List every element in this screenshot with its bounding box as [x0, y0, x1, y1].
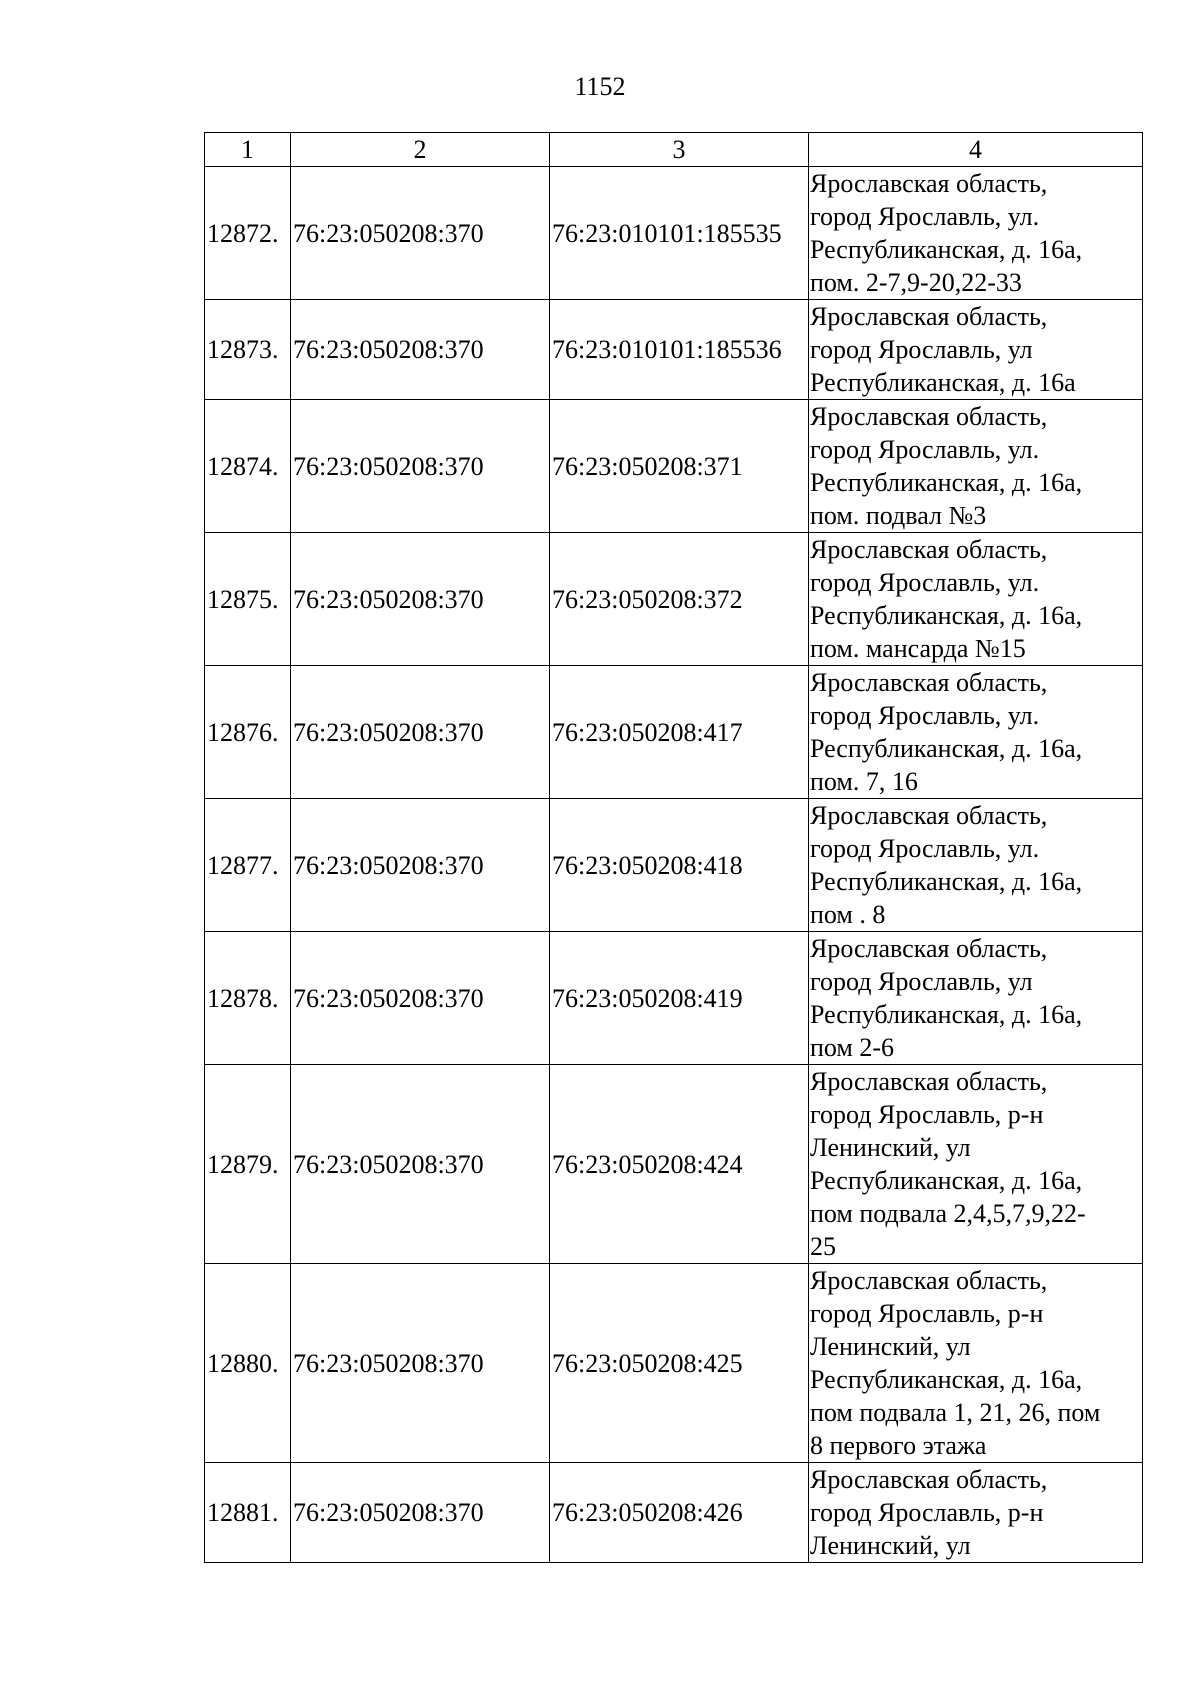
cadastral-number-parent: 76:23:050208:370 — [291, 167, 550, 300]
cadastral-number-parent: 76:23:050208:370 — [291, 400, 550, 533]
address-line: Ярославская область, — [810, 1266, 1048, 1295]
address-cell — [809, 932, 1143, 1065]
address-cell — [809, 666, 1143, 799]
table-row — [205, 1264, 1143, 1463]
cadastral-number-parent: 76:23:050208:370 — [291, 932, 550, 1065]
address-line: 25 — [810, 1232, 836, 1261]
address-cell — [809, 300, 1143, 400]
address-cell — [809, 1463, 1143, 1563]
table-row — [205, 400, 1143, 533]
address-cell — [809, 533, 1143, 666]
cadastral-number: 76:23:050208:426 — [550, 1463, 809, 1563]
address-cell — [809, 799, 1143, 932]
header-cell-1: 1 — [205, 133, 291, 167]
cadastral-number-parent: 76:23:050208:370 — [291, 799, 550, 932]
row-number: 12874. — [205, 400, 291, 533]
address-line: Ярославская область, — [810, 302, 1048, 331]
address-line: пом подвала 2,4,5,7,9,22- — [810, 1199, 1086, 1228]
cadastral-number-parent: 76:23:050208:370 — [291, 1065, 550, 1264]
table-row — [205, 533, 1143, 666]
address-line: Ленинский, ул — [810, 1531, 971, 1560]
row-number: 12877. — [205, 799, 291, 932]
address-line: пом . 8 — [810, 900, 886, 929]
cadastral-number: 76:23:010101:185536 — [550, 300, 809, 400]
row-number: 12872. — [205, 167, 291, 300]
address-line: Ленинский, ул — [810, 1133, 971, 1162]
address-line: город Ярославль, ул. — [810, 568, 1040, 597]
row-number: 12876. — [205, 666, 291, 799]
address-line: Ярославская область, — [810, 1067, 1048, 1096]
address-line: город Ярославль, ул — [810, 967, 1033, 996]
cadastral-number: 76:23:050208:372 — [550, 533, 809, 666]
table-row — [205, 300, 1143, 400]
address-line: Ярославская область, — [810, 535, 1048, 564]
address-line: город Ярославль, р-н — [810, 1100, 1044, 1129]
address-cell — [809, 1264, 1143, 1463]
address-cell — [809, 1065, 1143, 1264]
table-row — [205, 932, 1143, 1065]
table-row — [205, 167, 1143, 300]
address-cell — [809, 400, 1143, 533]
address-line: Республиканская, д. 16а, — [810, 1365, 1083, 1394]
address-line: Ярославская область, — [810, 801, 1048, 830]
address-line: пом 2-6 — [810, 1033, 895, 1062]
row-number: 12879. — [205, 1065, 291, 1264]
row-number: 12875. — [205, 533, 291, 666]
address-line: пом подвала 1, 21, 26, пом — [810, 1398, 1101, 1427]
row-number: 12878. — [205, 932, 291, 1065]
cadastral-number: 76:23:050208:425 — [550, 1264, 809, 1463]
address-line: пом. 7, 16 — [810, 767, 918, 796]
address-cell — [809, 167, 1143, 300]
registry-table — [204, 132, 1143, 1563]
table-row — [205, 1463, 1143, 1563]
address-line: Ярославская область, — [810, 169, 1048, 198]
address-line: Республиканская, д. 16а, — [810, 867, 1083, 896]
address-line: город Ярославль, ул. — [810, 435, 1040, 464]
address-line: город Ярославль, р-н — [810, 1498, 1044, 1527]
table-body — [205, 167, 1143, 1563]
address-line: Республиканская, д. 16а — [810, 368, 1076, 397]
row-number: 12880. — [205, 1264, 291, 1463]
cadastral-number: 76:23:050208:419 — [550, 932, 809, 1065]
address-line: Ярославская область, — [810, 1465, 1048, 1494]
cadastral-number-parent: 76:23:050208:370 — [291, 1264, 550, 1463]
cadastral-number-parent: 76:23:050208:370 — [291, 300, 550, 400]
cadastral-number-parent: 76:23:050208:370 — [291, 1463, 550, 1563]
address-line: пом. 2-7,9-20,22-33 — [810, 268, 1022, 297]
row-number: 12873. — [205, 300, 291, 400]
address-line: город Ярославль, ул. — [810, 202, 1040, 231]
address-line: город Ярославль, р-н — [810, 1299, 1044, 1328]
header-cell-3: 3 — [550, 133, 809, 167]
cadastral-number: 76:23:050208:418 — [550, 799, 809, 932]
cadastral-number-parent: 76:23:050208:370 — [291, 666, 550, 799]
address-line: Ярославская область, — [810, 402, 1048, 431]
address-line: пом. подвал №3 — [810, 501, 987, 530]
cadastral-number: 76:23:010101:185535 — [550, 167, 809, 300]
header-row — [205, 133, 1143, 167]
address-line: Республиканская, д. 16а, — [810, 235, 1083, 264]
cadastral-number: 76:23:050208:371 — [550, 400, 809, 533]
address-line: Республиканская, д. 16а, — [810, 468, 1083, 497]
cadastral-number: 76:23:050208:424 — [550, 1065, 809, 1264]
address-line: Республиканская, д. 16а, — [810, 734, 1083, 763]
cadastral-number: 76:23:050208:417 — [550, 666, 809, 799]
header-cell-4: 4 — [809, 133, 1143, 167]
address-line: Ярославская область, — [810, 668, 1048, 697]
address-line: Республиканская, д. 16а, — [810, 1166, 1083, 1195]
address-line: Республиканская, д. 16а, — [810, 601, 1083, 630]
table-row — [205, 1065, 1143, 1264]
table-row — [205, 799, 1143, 932]
address-line: Ленинский, ул — [810, 1332, 971, 1361]
address-line: город Ярославль, ул. — [810, 701, 1040, 730]
address-line: город Ярославль, ул — [810, 335, 1033, 364]
table-row — [205, 666, 1143, 799]
page-number: 1152 — [574, 72, 626, 101]
row-number: 12881. — [205, 1463, 291, 1563]
address-line: город Ярославль, ул. — [810, 834, 1040, 863]
header-cell-2: 2 — [291, 133, 550, 167]
address-line: Ярославская область, — [810, 934, 1048, 963]
address-line: 8 первого этажа — [810, 1431, 987, 1460]
address-line: пом. мансарда №15 — [810, 634, 1026, 663]
address-line: Республиканская, д. 16а, — [810, 1000, 1083, 1029]
cadastral-number-parent: 76:23:050208:370 — [291, 533, 550, 666]
